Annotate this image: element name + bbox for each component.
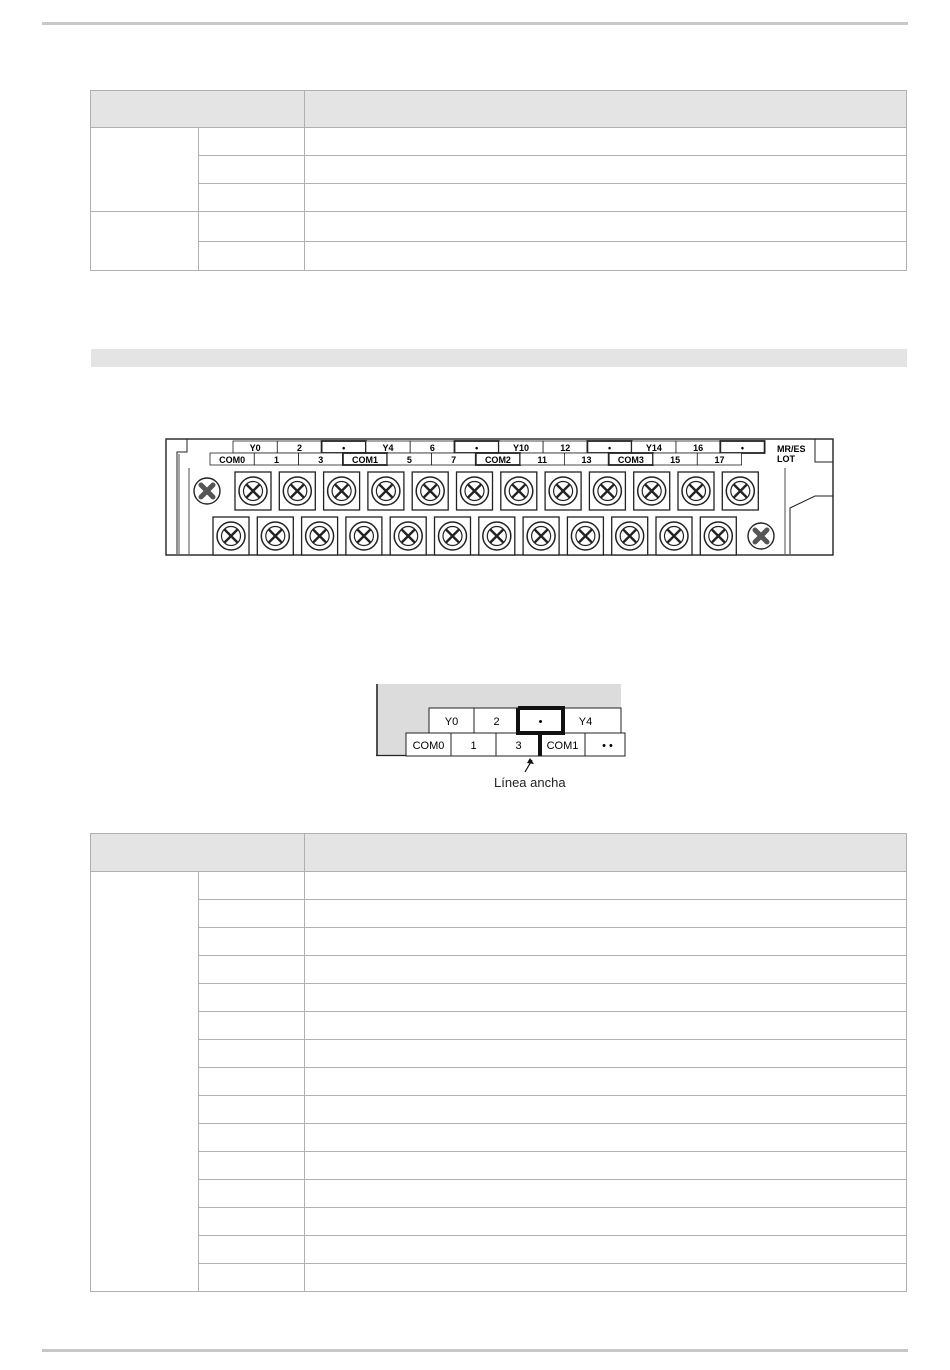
header-cell xyxy=(91,91,305,128)
terminal-screw-icon xyxy=(235,472,271,510)
terminal-screw-icon xyxy=(700,517,736,555)
terminal-screw-icon xyxy=(346,517,382,555)
table-row xyxy=(91,1068,907,1096)
top-terminal-label: Y4 xyxy=(382,443,394,453)
bottom-terminal-label: 5 xyxy=(406,455,412,465)
detail-bottom-label: COM1 xyxy=(546,740,579,752)
terminal-screw-icon xyxy=(324,472,360,510)
lot-label: LOT xyxy=(777,454,795,464)
table-row xyxy=(91,1208,907,1236)
detail-top-label: Y0 xyxy=(444,716,459,728)
terminal-screw-icon xyxy=(612,517,648,555)
table-row xyxy=(91,212,907,242)
mounting-screw-icon xyxy=(748,523,774,549)
table-row xyxy=(91,1180,907,1208)
spec-table-2 xyxy=(90,833,907,1292)
bottom-terminal-label: 7 xyxy=(451,455,457,465)
terminal-screw-icon xyxy=(479,517,515,555)
model-label: MR/ES xyxy=(777,444,806,454)
detail-top-label: 2 xyxy=(493,716,500,728)
terminal-screw-icon xyxy=(678,472,714,510)
top-terminal-label: 2 xyxy=(296,443,302,453)
mounting-screw-icon xyxy=(194,478,220,504)
section-bar xyxy=(91,349,907,367)
table-row xyxy=(91,1236,907,1264)
terminal-screw-icon xyxy=(545,472,581,510)
bottom-terminal-label: COM0 xyxy=(219,455,246,465)
terminal-screw-icon xyxy=(523,517,559,555)
terminal-block-diagram xyxy=(165,438,835,558)
table-row xyxy=(91,984,907,1012)
table-row xyxy=(91,184,907,212)
group-cell xyxy=(91,212,199,271)
terminal-screw-icon xyxy=(567,517,603,555)
detail-top-label: Y4 xyxy=(578,716,593,728)
table-row xyxy=(91,1040,907,1068)
terminal-screw-icon xyxy=(656,517,692,555)
terminal-screw-icon xyxy=(435,517,471,555)
header-cell xyxy=(91,834,305,872)
table-row xyxy=(91,1264,907,1292)
table-row xyxy=(91,1124,907,1152)
terminal-screw-icon xyxy=(589,472,625,510)
top-terminal-label: • xyxy=(475,443,479,453)
bottom-terminal-label: 13 xyxy=(581,455,592,465)
table-row xyxy=(91,872,907,900)
bottom-terminal-label: 11 xyxy=(537,455,548,465)
table-row xyxy=(91,1012,907,1040)
table-row xyxy=(91,928,907,956)
bottom-rule xyxy=(42,1349,908,1352)
bottom-terminal-label: COM2 xyxy=(484,455,511,465)
group-cell xyxy=(91,128,199,212)
top-terminal-label: • xyxy=(342,443,346,453)
terminal-screw-icon xyxy=(501,472,537,510)
terminal-screw-icon xyxy=(634,472,670,510)
top-terminal-label: • xyxy=(607,443,612,453)
detail-bottom-label: 1 xyxy=(470,740,477,752)
table-row xyxy=(91,900,907,928)
top-rule xyxy=(42,22,908,25)
top-terminal-label: 12 xyxy=(560,443,571,453)
top-terminal-label: Y0 xyxy=(249,443,261,453)
terminal-screw-icon xyxy=(257,517,293,555)
top-terminal-label: • xyxy=(740,443,745,453)
top-terminal-label: 6 xyxy=(429,443,435,453)
table-row xyxy=(91,242,907,271)
table-header-row xyxy=(91,91,907,128)
group-cell xyxy=(91,872,199,1292)
detail-bottom-label: 3 xyxy=(515,740,522,752)
terminal-screw-icon xyxy=(302,517,338,555)
spec-table-1 xyxy=(90,90,907,271)
terminal-screw-icon xyxy=(279,472,315,510)
terminal-screw-icon xyxy=(722,472,758,510)
detail-diagram xyxy=(376,684,626,794)
terminal-screw-icon xyxy=(457,472,493,510)
detail-top-label: • xyxy=(538,716,543,728)
wide-line-caption: Línea ancha xyxy=(494,775,566,790)
table-row xyxy=(91,956,907,984)
top-terminal-label: 16 xyxy=(693,443,704,453)
detail-bottom-label: COM0 xyxy=(412,740,445,752)
terminal-screw-icon xyxy=(390,517,426,555)
bottom-terminal-label: 1 xyxy=(273,455,279,465)
table-row xyxy=(91,156,907,184)
bottom-terminal-label: 17 xyxy=(714,455,725,465)
terminal-screw-icon xyxy=(368,472,404,510)
table-row xyxy=(91,128,907,156)
terminal-screw-icon xyxy=(213,517,249,555)
header-cell xyxy=(305,91,907,128)
bottom-terminal-label: COM3 xyxy=(617,455,644,465)
table-header-row xyxy=(91,834,907,872)
bottom-terminal-label: COM1 xyxy=(352,455,379,465)
table-row xyxy=(91,1152,907,1180)
bottom-terminal-label: 3 xyxy=(318,455,324,465)
header-cell xyxy=(305,834,907,872)
terminal-screw-icon xyxy=(412,472,448,510)
top-terminal-label: Y14 xyxy=(645,443,662,453)
table-row xyxy=(91,1096,907,1124)
bottom-terminal-label: 15 xyxy=(670,455,681,465)
top-terminal-label: Y10 xyxy=(512,443,529,453)
detail-bottom-label: • • xyxy=(602,740,613,752)
